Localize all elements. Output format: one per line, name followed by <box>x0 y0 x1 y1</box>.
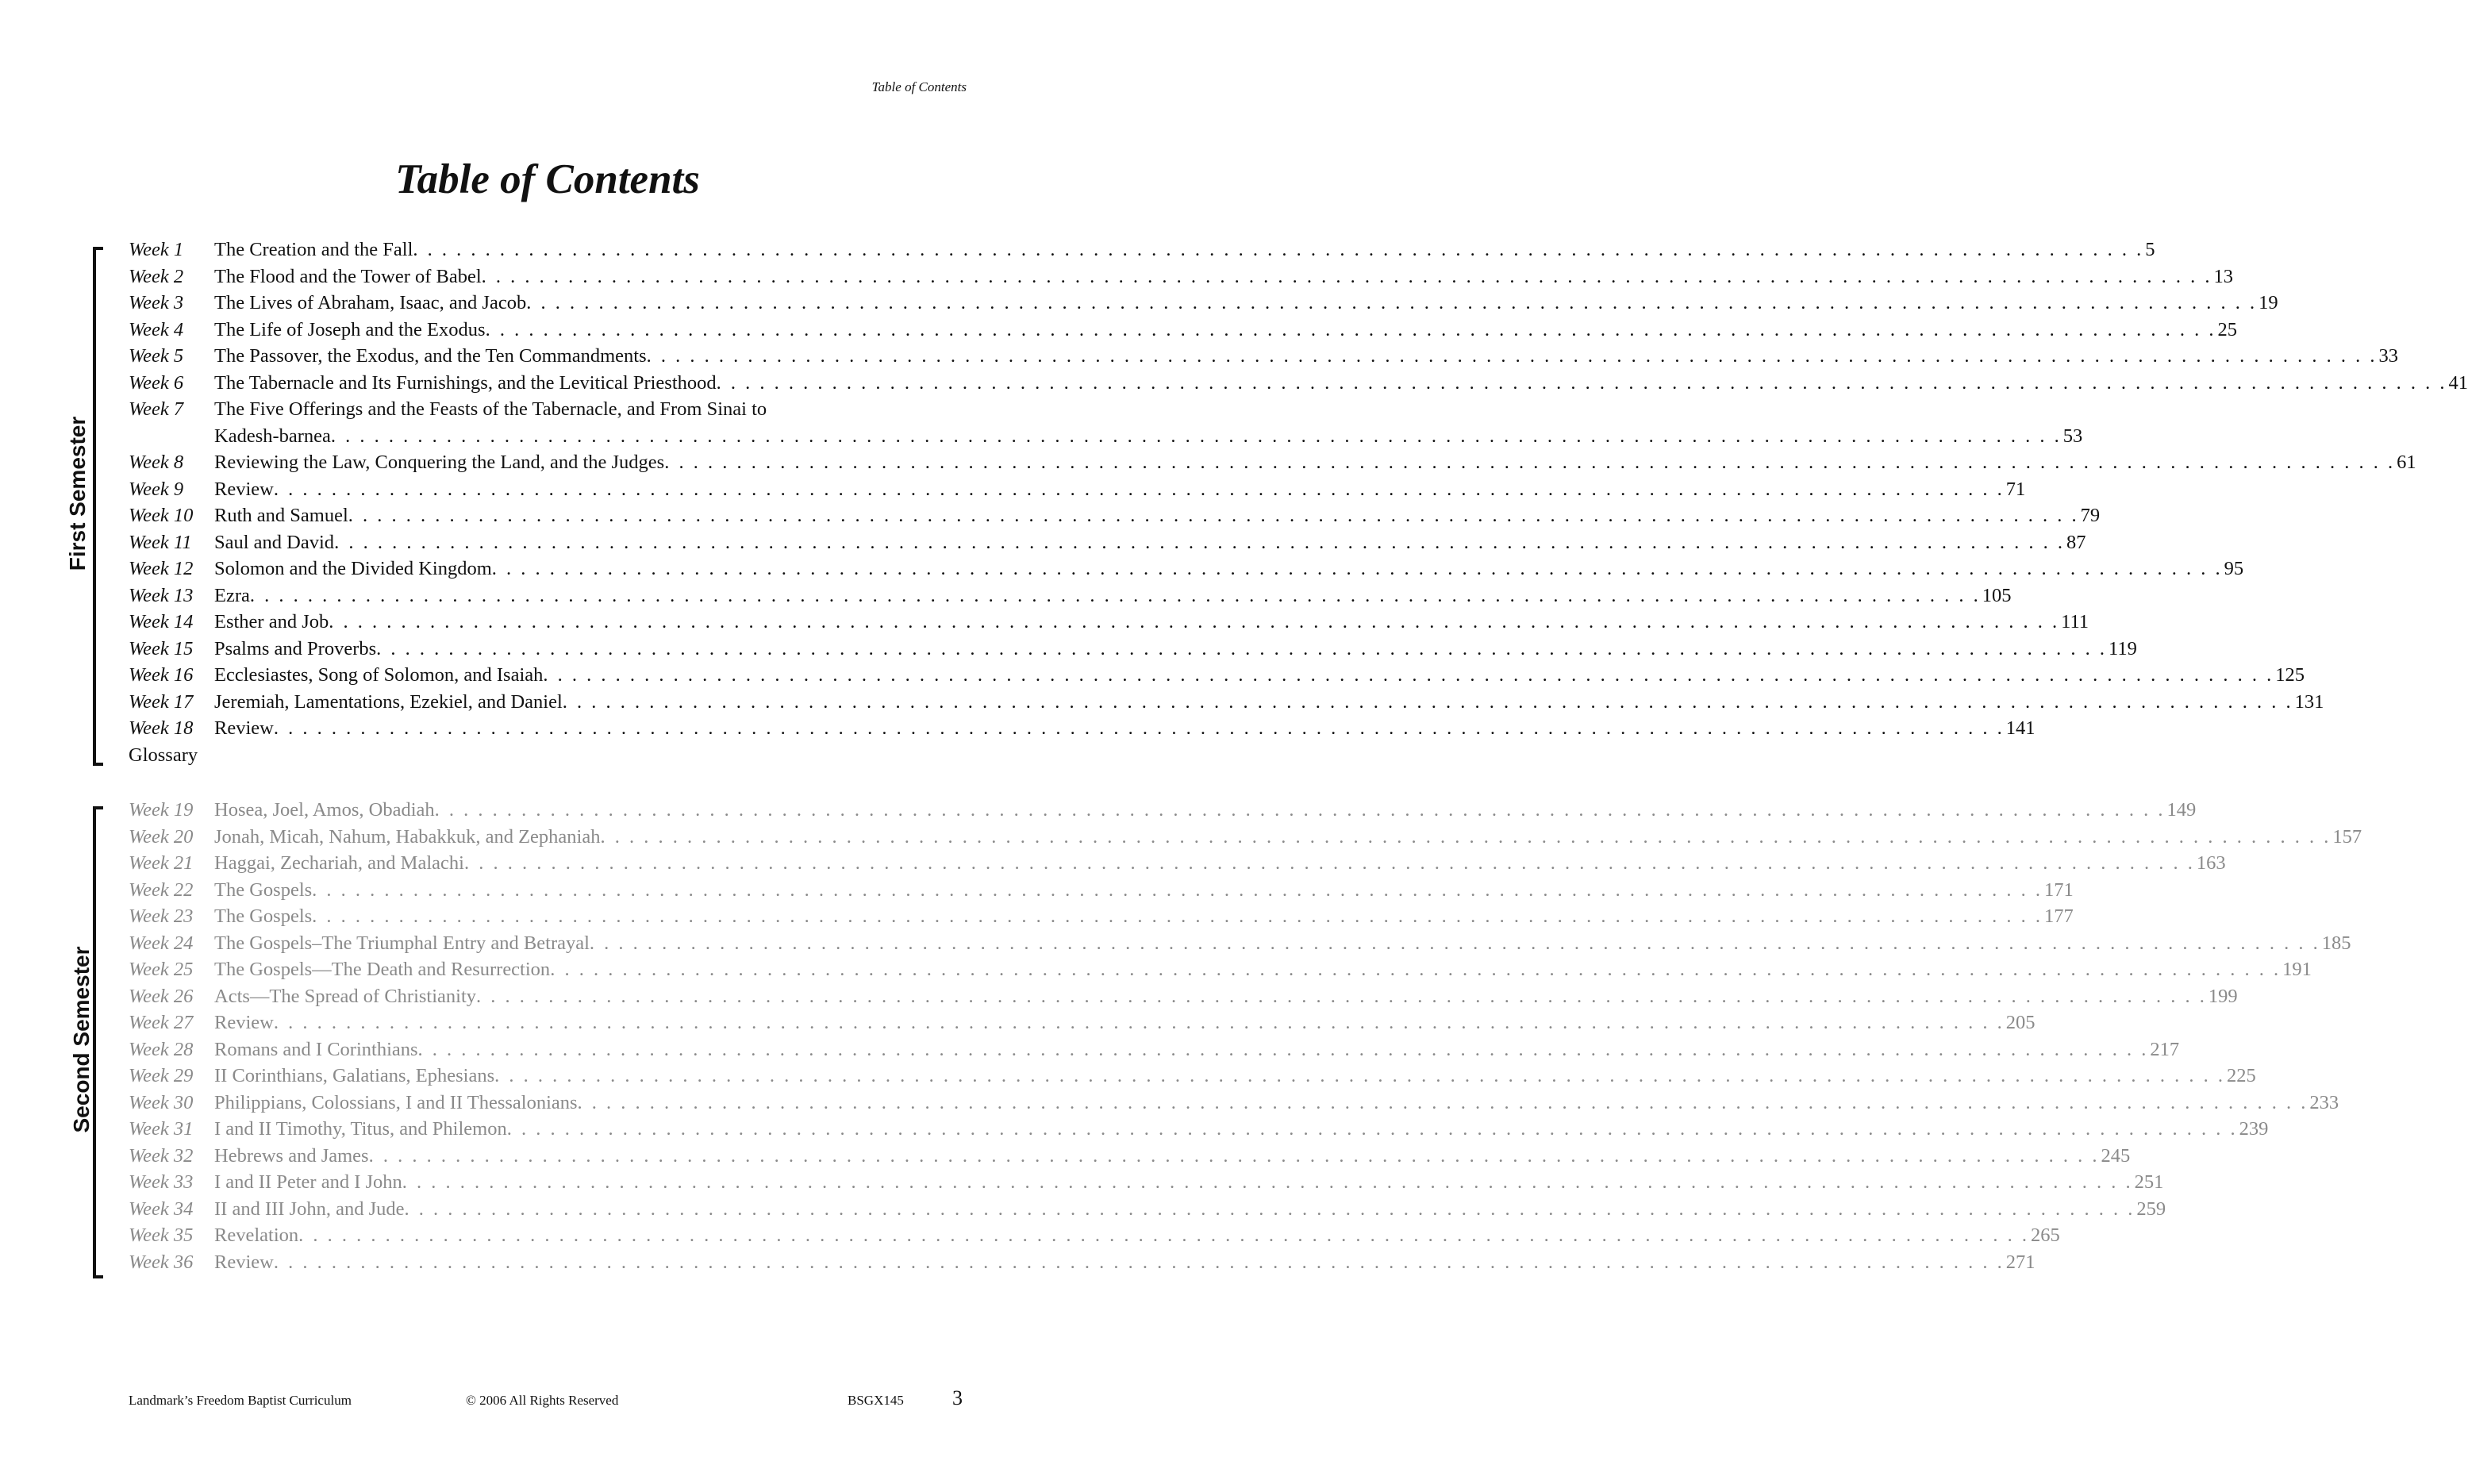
week-label: Week 28 <box>129 1038 194 1060</box>
toc-entry <box>129 343 2398 370</box>
dot-leader: . . . . . . . . . . . . . . . . . . . . . . . . . . . . . . . . . . . . . . . . . . . . . . . . . . . . . . . . . . . . . . . . . . . . . . . . . . . . . . . . . . . . . . . . . . . . . . . . . . . . . . . . . . . . . . . . . . . . . . . . <box>312 878 2043 901</box>
entry-title: Jeremiah, Lamentations, Ezekiel, and Daniel <box>214 690 563 713</box>
page-number-ref: 225 <box>2227 1065 2256 1086</box>
entry-title: Jonah, Micah, Nahum, Habakkuk, and Zephaniah <box>214 825 601 848</box>
week-label: Week 11 <box>129 531 192 553</box>
entry-title: Psalms and Proverbs <box>214 637 377 659</box>
toc-entry <box>129 396 954 423</box>
toc-entry <box>129 903 2074 930</box>
toc-entry <box>129 715 2036 742</box>
dot-leader: . . . . . . . . . . . . . . . . . . . . . . . . . . . . . . . . . . . . . . . . . . . . . . . . . . . . . . . . . . . . . . . . . . . . . . . . . . . . . . . . . . . . . . . . . . . . . . . . . . . . . . . . . . . . . . . . . . . . . . . . <box>550 959 2282 980</box>
dot-leader: . . . . . . . . . . . . . . . . . . . . . . . . . . . . . . . . . . . . . . . . . . . . . . . . . . . . . . . . . . . . . . . . . . . . . . . . . . . . . . . . . . . . . . . . . . . . . . . . . . . . . . . . . . . . . . . . . . . . . . . . <box>600 825 2332 848</box>
entry-title: II and III John, and Jude <box>214 1198 405 1220</box>
toc-entry <box>129 850 2226 877</box>
entry-title: II Corinthians, Galatians, Ephesians <box>214 1065 495 1086</box>
week-label: Week 34 <box>129 1198 194 1220</box>
toc-entry <box>129 983 2238 1010</box>
entry-line <box>214 1169 2164 1196</box>
toc-entry <box>129 529 2086 556</box>
page-number-ref: 149 <box>2166 799 2197 821</box>
dot-leader: . . . . . . . . . . . . . . . . . . . . . . . . . . . . . . . . . . . . . . . . . . . . . . . . . . . . . . . . . . . . . . . . . . . . . . . . . . . . . . . . . . . . . . . . . . . . . . . . . . . . . . . . . . . . . . . . . . . . . . . . <box>562 690 2293 713</box>
entry-line <box>214 502 2101 529</box>
entry-line <box>214 1249 2036 1276</box>
toc-entry <box>129 1143 2131 1170</box>
dot-leader: . . . . . . . . . . . . . . . . . . . . . . . . . . . . . . . . . . . . . . . . . . . . . . . . . . . . . . . . . . . . . . . . . . . . . . . . . . . . . . . . . . . . . . . . . . . . . . . . . . . . . . . . . . . . . . . . . . . . . . . . <box>485 318 2216 340</box>
week-label: Week 15 <box>129 637 194 659</box>
toc-entry <box>129 317 2237 344</box>
entry-line <box>214 582 2012 609</box>
page-number-ref: 239 <box>2239 1118 2269 1140</box>
page-number-ref: 157 <box>2332 825 2362 848</box>
toc-entry <box>129 1169 2164 1196</box>
toc-entry <box>129 502 2101 529</box>
entry-title: The Five Offerings and the Feasts of the Tabernacle, and From Sinai to <box>214 398 767 420</box>
dot-leader: . . . . . . . . . . . . . . . . . . . . . . . . . . . . . . . . . . . . . . . . . . . . . . . . . . . . . . . . . . . . . . . . . . . . . . . . . . . . . . . . . . . . . . . . . . . . . . . . . . . . . . . . . . . . . . . . . . . . . . . . <box>646 345 2378 367</box>
toc-entry <box>129 1222 2060 1249</box>
page-number-ref: 119 <box>2109 637 2137 659</box>
entry-title: Romans and I Corinthians <box>214 1038 418 1060</box>
dot-leader: . . . . . . . . . . . . . . . . . . . . . . . . . . . . . . . . . . . . . . . . . . . . . . . . . . . . . . . . . . . . . . . . . . . . . . . . . . . . . . . . . . . . . . . . . . . . . . . . . . . . . . . . . . . . . . . . . . . . . . . . <box>506 1118 2238 1140</box>
dot-leader: . . . . . . . . . . . . . . . . . . . . . . . . . . . . . . . . . . . . . . . . . . . . . . . . . . . . . . . . . . . . . . . . . . . . . . . . . . . . . . . . . . . . . . . . . . . . . . . . . . . . . . . . . . . . . . . . . . . . . . . . <box>368 1144 2100 1167</box>
week-label: Week 23 <box>129 905 194 927</box>
page-number-ref: 5 <box>2145 239 2155 260</box>
page-number-ref: 233 <box>2309 1091 2339 1113</box>
dot-leader: . . . . . . . . . . . . . . . . . . . . . . . . . . . . . . . . . . . . . . . . . . . . . . . . . . . . . . . . . . . . . . . . . . . . . . . . . . . . . . . . . . . . . . . . . . . . . . . . . . . . . . . . . . . . . . . . . . . . . . . . <box>494 1065 2226 1086</box>
entry-title: Haggai, Zechariah, and Malachi <box>214 852 464 874</box>
entry-title: The Life of Joseph and the Exodus <box>214 318 486 340</box>
dot-leader: . . . . . . . . . . . . . . . . . . . . . . . . . . . . . . . . . . . . . . . . . . . . . . . . . . . . . . . . . . . . . . . . . . . . . . . . . . . . . . . . . . . . . . . . . . . . . . . . . . . . . . . . . . . . . . . . . . . . . . . . <box>402 1171 2133 1193</box>
week-label: Week 5 <box>129 345 184 367</box>
toc-entry <box>129 582 2012 609</box>
second-semester-label: Second Semester <box>69 946 94 1133</box>
dot-leader: . . . . . . . . . . . . . . . . . . . . . . . . . . . . . . . . . . . . . . . . . . . . . . . . . . . . . . . . . . . . . . . . . . . . . . . . . . . . . . . . . . . . . . . . . . . . . . . . . . . . . . . . . . . . . . . . . . . . . . . . <box>481 265 2212 287</box>
dot-leader: . . . . . . . . . . . . . . . . . . . . . . . . . . . . . . . . . . . . . . . . . . . . . . . . . . . . . . . . . . . . . . . . . . . . . . . . . . . . . . . . . . . . . . . . . . . . . . . . . . . . . . . . . . . . . . . . . . . . . . . . <box>664 452 2396 473</box>
entry-line <box>214 476 2026 503</box>
week-label: Week 12 <box>129 558 194 579</box>
page-title: Table of Contents <box>395 156 700 202</box>
toc-entry <box>129 636 2137 663</box>
entry-line <box>214 797 2197 824</box>
week-label: Week 29 <box>129 1065 194 1086</box>
toc-entry <box>129 956 2312 983</box>
week-label: Week 30 <box>129 1091 194 1113</box>
entry-title: The Gospels <box>214 905 313 927</box>
toc-entry <box>129 662 2305 689</box>
page-number-ref: 171 <box>2044 878 2074 901</box>
dot-leader: . . . . . . . . . . . . . . . . . . . . . . . . . . . . . . . . . . . . . . . . . . . . . . . . . . . . . . . . . . . . . . . . . . . . . . . . . . . . . . . . . . . . . . . . . . . . . . . . . . . . . . . . . . . . . . . . . . . . . . . . <box>334 531 2065 553</box>
page-number-ref: 185 <box>2321 932 2351 954</box>
toc-entry <box>129 236 2155 263</box>
first-semester-label: First Semester <box>65 416 90 571</box>
week-label: Week 21 <box>129 852 194 874</box>
entry-line <box>214 983 2238 1010</box>
entry-line <box>214 1009 2036 1036</box>
page-number-ref: 61 <box>2397 452 2416 473</box>
page-number-ref: 79 <box>2080 505 2101 526</box>
week-label: Week 2 <box>129 265 184 287</box>
dot-leader: . . . . . . . . . . . . . . . . . . . . . . . . . . . . . . . . . . . . . . . . . . . . . . . . . . . . . . . . . . . . . . . . . . . . . . . . . . . . . . . . . . . . . . . . . . . . . . . . . . . . . . . . . . . . . . . . . . . . . . . . <box>273 478 2005 500</box>
entry-line <box>214 396 954 423</box>
week-label: Week 17 <box>129 690 194 713</box>
dot-leader: . . . . . . . . . . . . . . . . . . . . . . . . . . . . . . . . . . . . . . . . . . . . . . . . . . . . . . . . . . . . . . . . . . . . . . . . . . . . . . . . . . . . . . . . . . . . . . . . . . . . . . . . . . . . . . . . . . . . . . . . <box>376 637 2108 659</box>
entry-line <box>214 715 2036 742</box>
toc-entry <box>129 263 2234 290</box>
toc-entry <box>129 824 2362 851</box>
entry-title: The Lives of Abraham, Isaac, and Jacob <box>214 292 527 313</box>
entry-line <box>214 1196 2166 1223</box>
week-label: Week 18 <box>129 717 194 739</box>
week-label: Week 25 <box>129 959 194 980</box>
week-label: Week 6 <box>129 371 184 394</box>
entry-line <box>214 850 2226 877</box>
toc-entry <box>129 476 2026 503</box>
entry-title: I and II Timothy, Titus, and Philemon <box>214 1118 507 1140</box>
week-label: Week 22 <box>129 878 194 901</box>
entry-line <box>214 290 2278 317</box>
page-number-ref: 131 <box>2294 690 2324 713</box>
page-number-ref: 19 <box>2258 292 2278 313</box>
entry-title: The Gospels—The Death and Resurrection <box>214 959 551 980</box>
dot-leader: . . . . . . . . . . . . . . . . . . . . . . . . . . . . . . . . . . . . . . . . . . . . . . . . . . . . . . . . . . . . . . . . . . . . . . . . . . . . . . . . . . . . . . . . . . . . . . . . . . . . . . . . . . . . . . . . . . . . . . . . <box>312 905 2043 927</box>
week-label: Week 19 <box>129 799 194 821</box>
footer-code: BSGX145 <box>848 1393 904 1408</box>
page-number-ref: 111 <box>2061 611 2089 632</box>
toc-entry <box>129 1063 2256 1090</box>
entry-line <box>214 956 2312 983</box>
page-number-ref: 95 <box>2224 558 2244 579</box>
page-number-ref: 41 <box>2448 371 2468 394</box>
week-label: Week 24 <box>129 932 194 954</box>
entry-title: Hebrews and James <box>214 1144 369 1167</box>
entry-line <box>214 1090 2339 1117</box>
week-label: Week 31 <box>129 1118 194 1140</box>
toc-entry <box>129 609 2089 636</box>
toc-entry <box>129 290 2278 317</box>
running-head: Table of Contents <box>871 79 967 94</box>
page-number-ref: 13 <box>2213 265 2234 287</box>
entry-title-continued: Kadesh-barnea <box>214 425 331 447</box>
entry-title: Ezra <box>214 584 250 606</box>
entry-title: The Creation and the Fall <box>214 239 413 260</box>
week-label: Week 1 <box>129 239 184 260</box>
dot-leader: . . . . . . . . . . . . . . . . . . . . . . . . . . . . . . . . . . . . . . . . . . . . . . . . . . . . . . . . . . . . . . . . . . . . . . . . . . . . . . . . . . . . . . . . . . . . . . . . . . . . . . . . . . . . . . . . . . . . . . . . <box>476 985 2207 1007</box>
toc-entry-continued <box>129 423 2083 450</box>
entry-title: Hosea, Joel, Amos, Obadiah <box>214 799 435 821</box>
dot-leader: . . . . . . . . . . . . . . . . . . . . . . . . . . . . . . . . . . . . . . . . . . . . . . . . . . . . . . . . . . . . . . . . . . . . . . . . . . . . . . . . . . . . . . . . . . . . . . . . . . . . . . . . . . . . . . . . . . . . . . . . <box>417 1038 2149 1060</box>
entry-title: I and II Peter and I John <box>214 1171 402 1193</box>
toc-entry <box>129 1196 2166 1223</box>
entry-title: Review <box>214 717 274 739</box>
page-number-ref: 25 <box>2217 318 2237 340</box>
week-label: Week 4 <box>129 318 184 340</box>
entry-title: Esther and Job <box>214 611 329 632</box>
entry-title: Ecclesiastes, Song of Solomon, and Isaiah <box>214 664 544 686</box>
dot-leader: . . . . . . . . . . . . . . . . . . . . . . . . . . . . . . . . . . . . . . . . . . . . . . . . . . . . . . . . . . . . . . . . . . . . . . . . . . . . . . . . . . . . . . . . . . . . . . . . . . . . . . . . . . . . . . . . . . . . . . . . <box>526 292 2258 313</box>
toc-entry <box>129 449 2416 476</box>
entry-line <box>214 529 2086 556</box>
entry-title: Acts—The Spread of Christianity <box>214 985 477 1007</box>
week-label: Week 36 <box>129 1251 194 1273</box>
page-number-ref: 87 <box>2066 531 2086 553</box>
toc-entry <box>129 1116 2269 1143</box>
week-label: Week 13 <box>129 584 194 606</box>
entry-line <box>129 742 954 769</box>
entry-line <box>214 317 2237 344</box>
entry-line <box>214 1063 2256 1090</box>
glossary-entry <box>129 742 954 769</box>
page-number-ref: 217 <box>2150 1038 2180 1060</box>
toc-entry <box>129 1009 2036 1036</box>
dot-leader: . . . . . . . . . . . . . . . . . . . . . . . . . . . . . . . . . . . . . . . . . . . . . . . . . . . . . . . . . . . . . . . . . . . . . . . . . . . . . . . . . . . . . . . . . . . . . . . . . . . . . . . . . . . . . . . . . . . . . . . . <box>577 1091 2308 1113</box>
entry-title: Review <box>214 478 274 500</box>
entry-title: Revelation <box>214 1224 299 1246</box>
entry-line <box>214 236 2155 263</box>
week-label: Week 33 <box>129 1171 194 1193</box>
week-label: Week 10 <box>129 505 194 526</box>
second-semester-list <box>129 797 2362 1275</box>
entry-line <box>214 370 2468 397</box>
week-label: Week 7 <box>129 398 184 420</box>
week-label: Week 26 <box>129 985 194 1007</box>
first-semester-list <box>129 236 2468 768</box>
week-label: Week 16 <box>129 664 194 686</box>
page-number-ref: 33 <box>2378 345 2398 367</box>
entry-title: The Gospels–The Triumphal Entry and Betrayal <box>214 932 590 954</box>
entry-title: Saul and David <box>214 531 335 553</box>
week-label: Week 14 <box>129 611 194 632</box>
dot-leader: . . . . . . . . . . . . . . . . . . . . . . . . . . . . . . . . . . . . . . . . . . . . . . . . . . . . . . . . . . . . . . . . . . . . . . . . . . . . . . . . . . . . . . . . . . . . . . . . . . . . . . . . . . . . . . . . . . . . . . . . <box>491 558 2223 579</box>
entry-line <box>214 449 2416 476</box>
dot-leader: . . . . . . . . . . . . . . . . . . . . . . . . . . . . . . . . . . . . . . . . . . . . . . . . . . . . . . . . . . . . . . . . . . . . . . . . . . . . . . . . . . . . . . . . . . . . . . . . . . . . . . . . . . . . . . . . . . . . . . . . <box>589 932 2320 954</box>
page-number-ref: 71 <box>2005 478 2026 500</box>
entry-line <box>214 1143 2131 1170</box>
entry-line <box>214 556 2244 582</box>
dot-leader: . . . . . . . . . . . . . . . . . . . . . . . . . . . . . . . . . . . . . . . . . . . . . . . . . . . . . . . . . . . . . . . . . . . . . . . . . . . . . . . . . . . . . . . . . . . . . . . . . . . . . . . . . . . . . . . . . . . . . . . . <box>330 425 2062 447</box>
dot-leader: . . . . . . . . . . . . . . . . . . . . . . . . . . . . . . . . . . . . . . . . . . . . . . . . . . . . . . . . . . . . . . . . . . . . . . . . . . . . . . . . . . . . . . . . . . . . . . . . . . . . . . . . . . . . . . . . . . . . . . . . <box>716 371 2447 394</box>
entry-line <box>214 609 2089 636</box>
week-label: Week 8 <box>129 452 184 473</box>
dot-leader: . . . . . . . . . . . . . . . . . . . . . . . . . . . . . . . . . . . . . . . . . . . . . . . . . . . . . . . . . . . . . . . . . . . . . . . . . . . . . . . . . . . . . . . . . . . . . . . . . . . . . . . . . . . . . . . . . . . . . . . . <box>273 717 2005 739</box>
page-number: 3 <box>952 1386 963 1409</box>
week-label: Week 32 <box>129 1144 194 1167</box>
entry-title: Solomon and the Divided Kingdom <box>214 558 492 579</box>
entry-line <box>214 930 2351 957</box>
dot-leader: . . . . . . . . . . . . . . . . . . . . . . . . . . . . . . . . . . . . . . . . . . . . . . . . . . . . . . . . . . . . . . . . . . . . . . . . . . . . . . . . . . . . . . . . . . . . . . . . . . . . . . . . . . . . . . . . . . . . . . . . <box>463 852 2195 874</box>
page-number-ref: 271 <box>2005 1251 2036 1273</box>
dot-leader: . . . . . . . . . . . . . . . . . . . . . . . . . . . . . . . . . . . . . . . . . . . . . . . . . . . . . . . . . . . . . . . . . . . . . . . . . . . . . . . . . . . . . . . . . . . . . . . . . . . . . . . . . . . . . . . . . . . . . . . . <box>273 1012 2005 1033</box>
page-number-ref: 205 <box>2005 1012 2036 1033</box>
entry-line <box>214 343 2398 370</box>
toc-entry <box>129 370 2468 397</box>
dot-leader: . . . . . . . . . . . . . . . . . . . . . . . . . . . . . . . . . . . . . . . . . . . . . . . . . . . . . . . . . . . . . . . . . . . . . . . . . . . . . . . . . . . . . . . . . . . . . . . . . . . . . . . . . . . . . . . . . . . . . . . . <box>329 611 2060 632</box>
entry-line <box>214 903 2074 930</box>
entry-title: Review <box>214 1251 274 1273</box>
entry-line <box>214 1116 2269 1143</box>
toc-entry <box>129 689 2324 716</box>
page-number-ref: 163 <box>2196 852 2226 874</box>
week-label: Week 27 <box>129 1012 194 1033</box>
page-number-ref: 53 <box>2062 425 2083 447</box>
week-label: Week 9 <box>129 478 184 500</box>
toc-entry <box>129 930 2351 957</box>
dot-leader: . . . . . . . . . . . . . . . . . . . . . . . . . . . . . . . . . . . . . . . . . . . . . . . . . . . . . . . . . . . . . . . . . . . . . . . . . . . . . . . . . . . . . . . . . . . . . . . . . . . . . . . . . . . . . . . . . . . . . . . . <box>298 1224 2030 1246</box>
entry-title: Reviewing the Law, Conquering the Land, and the Judges <box>214 452 665 473</box>
dot-leader: . . . . . . . . . . . . . . . . . . . . . . . . . . . . . . . . . . . . . . . . . . . . . . . . . . . . . . . . . . . . . . . . . . . . . . . . . . . . . . . . . . . . . . . . . . . . . . . . . . . . . . . . . . . . . . . . . . . . . . . . <box>543 664 2274 686</box>
entry-line <box>214 662 2305 689</box>
week-label: Week 35 <box>129 1224 194 1246</box>
entry-title: The Gospels <box>214 878 313 901</box>
entry-title: The Tabernacle and Its Furnishings, and the Levitical Priesthood <box>214 371 717 394</box>
first-semester-bracket <box>93 247 103 766</box>
page-number-ref: 199 <box>2208 985 2238 1007</box>
page-number-ref: 265 <box>2031 1224 2060 1246</box>
page-number-ref: 245 <box>2101 1144 2131 1167</box>
entry-title: The Passover, the Exodus, and the Ten Commandments <box>214 345 647 367</box>
dot-leader: . . . . . . . . . . . . . . . . . . . . . . . . . . . . . . . . . . . . . . . . . . . . . . . . . . . . . . . . . . . . . . . . . . . . . . . . . . . . . . . . . . . . . . . . . . . . . . . . . . . . . . . . . . . . . . . . . . . . . . . . <box>249 584 1981 606</box>
page-number-ref: 177 <box>2044 905 2074 927</box>
toc-entry <box>129 556 2244 582</box>
entry-line <box>214 824 2362 851</box>
page-number-ref: 191 <box>2282 959 2312 980</box>
toc-entry <box>129 877 2074 904</box>
entry-line <box>214 1222 2060 1249</box>
page-number-ref: 105 <box>1982 584 2012 606</box>
footer-curriculum: Landmark’s Freedom Baptist Curriculum <box>129 1393 352 1408</box>
footer-copyright: © 2006 All Rights Reserved <box>466 1393 619 1408</box>
toc-entry <box>129 1036 2180 1063</box>
toc-entry <box>129 1249 2036 1276</box>
dot-leader: . . . . . . . . . . . . . . . . . . . . . . . . . . . . . . . . . . . . . . . . . . . . . . . . . . . . . . . . . . . . . . . . . . . . . . . . . . . . . . . . . . . . . . . . . . . . . . . . . . . . . . . . . . . . . . . . . . . . . . . . <box>404 1198 2135 1220</box>
entry-title: Review <box>214 1012 274 1033</box>
dot-leader: . . . . . . . . . . . . . . . . . . . . . . . . . . . . . . . . . . . . . . . . . . . . . . . . . . . . . . . . . . . . . . . . . . . . . . . . . . . . . . . . . . . . . . . . . . . . . . . . . . . . . . . . . . . . . . . . . . . . . . . . <box>273 1251 2005 1273</box>
toc-entry <box>129 1090 2339 1117</box>
entry-title: Philippians, Colossians, I and II Thessalonians <box>214 1091 578 1113</box>
entry-line <box>214 636 2137 663</box>
dot-leader: . . . . . . . . . . . . . . . . . . . . . . . . . . . . . . . . . . . . . . . . . . . . . . . . . . . . . . . . . . . . . . . . . . . . . . . . . . . . . . . . . . . . . . . . . . . . . . . . . . . . . . . . . . . . . . . . . . . . . . . . <box>348 505 2079 526</box>
week-label: Week 3 <box>129 292 184 313</box>
glossary-label: Glossary <box>129 744 198 766</box>
page-number-ref: 259 <box>2136 1198 2166 1220</box>
toc-entry <box>129 797 2197 824</box>
week-label: Week 20 <box>129 825 194 848</box>
entry-title: Ruth and Samuel <box>214 505 348 526</box>
entry-line <box>214 1036 2180 1063</box>
entry-title: The Flood and the Tower of Babel <box>214 265 482 287</box>
dot-leader: . . . . . . . . . . . . . . . . . . . . . . . . . . . . . . . . . . . . . . . . . . . . . . . . . . . . . . . . . . . . . . . . . . . . . . . . . . . . . . . . . . . . . . . . . . . . . . . . . . . . . . . . . . . . . . . . . . . . . . . . <box>413 239 2144 260</box>
entry-line <box>214 263 2234 290</box>
entry-line <box>214 689 2324 716</box>
page-number-ref: 251 <box>2134 1171 2164 1193</box>
dot-leader: . . . . . . . . . . . . . . . . . . . . . . . . . . . . . . . . . . . . . . . . . . . . . . . . . . . . . . . . . . . . . . . . . . . . . . . . . . . . . . . . . . . . . . . . . . . . . . . . . . . . . . . . . . . . . . . . . . . . . . . . <box>434 799 2166 821</box>
page-number-ref: 141 <box>2005 717 2036 739</box>
entry-line <box>214 423 2083 450</box>
page-number-ref: 125 <box>2275 664 2305 686</box>
entry-line <box>214 877 2074 904</box>
